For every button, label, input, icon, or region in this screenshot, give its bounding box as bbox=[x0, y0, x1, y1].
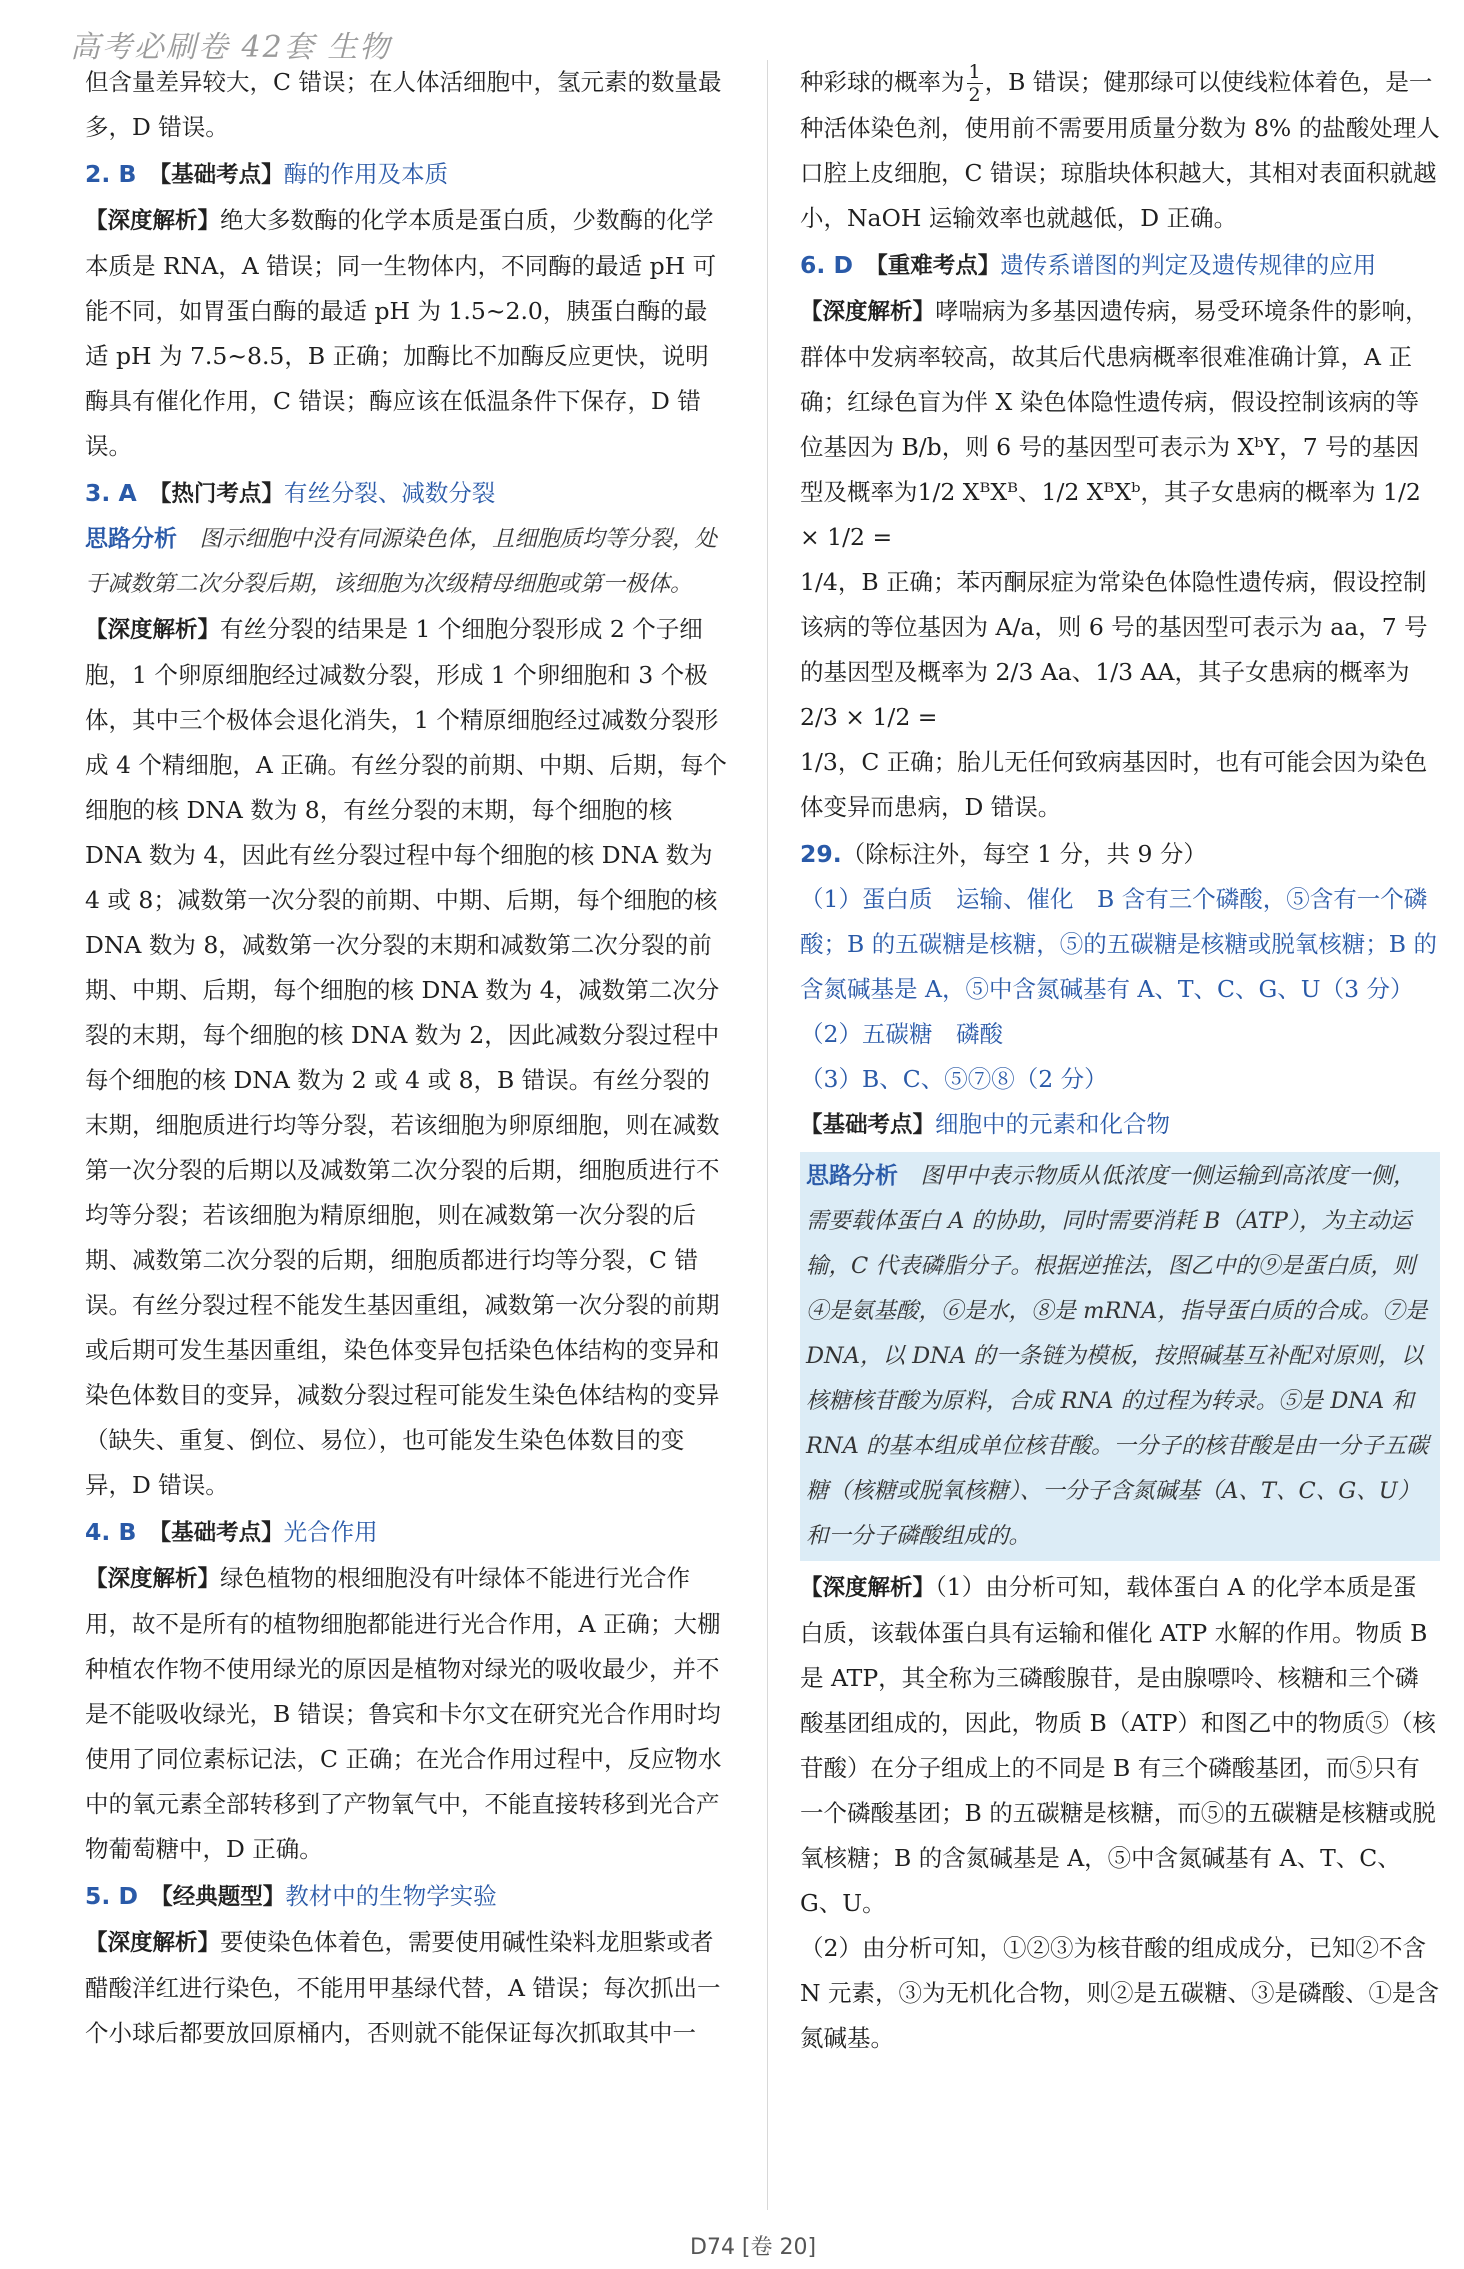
q5-number: 5. D bbox=[85, 1882, 138, 1910]
question-6 bbox=[800, 243, 1440, 830]
q2-number: 2. B bbox=[85, 160, 137, 188]
q6-topic: 遗传系谱图的判定及遗传规律的应用 bbox=[1000, 251, 1377, 279]
left-column bbox=[85, 60, 730, 2056]
q29-answer-3: （3）B、C、⑤⑦⑧（2 分） bbox=[800, 1065, 1108, 1093]
q2-tag: 【基础考点】 bbox=[159, 162, 284, 188]
q6-text1: 哮喘病为多基因遗传病，易受环境条件的影响，群体中发病率较高，故其后代患病概率很难准确计算，A 正确；红绿色盲为伴 X 染色体隐性遗传病，假设控制该病的等位基因为 B/b，则 6 号的基因型可表示为 XᵇY，7 号的基因型及概率为 bbox=[800, 297, 1429, 506]
right-intro-a: 种彩球的概率为 bbox=[800, 68, 965, 96]
right-intro bbox=[800, 60, 1440, 241]
question-2 bbox=[85, 152, 730, 469]
q29-tag: 【基础考点】 bbox=[800, 1112, 936, 1138]
q6-text3: 1/3，C 正确；胎儿无任何致病基因时，也有可能会因为染色体变异而患病，D 错误。 bbox=[800, 748, 1428, 821]
q6-formula1: 1/2 XᴮXᴮ、1/2 XᴮXᵇ，其子女患病的概率为 1/2 × 1/2 = bbox=[800, 478, 1421, 551]
q3-topic: 有丝分裂、减数分裂 bbox=[283, 479, 496, 507]
question-29 bbox=[800, 832, 1440, 2061]
q4-tag: 【基础考点】 bbox=[159, 1520, 284, 1546]
page-footer: D74 [卷 20] bbox=[690, 2235, 817, 2260]
right-intro-fraction: $\frac{1}{2}$ bbox=[968, 61, 981, 106]
q6-tag: 【重难考点】 bbox=[876, 253, 1001, 279]
q2-text: 绝大多数酶的化学本质是蛋白质，少数酶的化学本质是 RNA，A 错误；同一生物体内，不同酶的最适 pH 可能不同，如胃蛋白酶的最适 pH 为 1.5~2.0，胰蛋白酶的最适 pH 为 7.5~8.5，B 正确；加酶比不加酶反应更快，说明酶具有催化作用，C 错误；酶应该在低温条件下保存，D 错误。 bbox=[85, 206, 717, 460]
q3-number: 3. A bbox=[85, 479, 137, 507]
q29-text: （1）由分析可知，载体蛋白 A 的化学本质是蛋白质，该载体蛋白具有运输和催化 ATP 水解的作用。物质 B 是 ATP，其全称为三磷酸腺苷，是由腺嘌呤、核糖和三个磷酸基团组成的，因此，物质 B（ATP）和图乙中的物质⑤（核苷酸）在分子组成上的不同是 B 有三个磷酸基团，而⑤只有一个磷酸基团；B 的五碳糖是核糖，而⑤的五碳糖是核糖或脱氧核糖；B 的含氮碱基是 A，⑤中含氮碱基有 A、T、C、G、U。 bbox=[800, 1573, 1436, 1917]
q3-text: 有丝分裂的结果是 1 个细胞分裂形成 2 个子细胞，1 个卵原细胞经过减数分裂，形成 1 个卵细胞和 3 个极体，其中三个极体会退化消失，1 个精原细胞经过减数分裂形成 4 个精细胞，A 正确。有丝分裂的前期、中期、后期，每个细胞的核 DNA 数为 8，有丝分裂的末期，每个细胞的核 DNA 数为 4，因此有丝分裂过程中每个细胞的核 DNA 数为 4 或 8；减数第一次分裂的前期、中期、后期，每个细胞的核 DNA 数为 8，减数第一次分裂的末期和减数第二次分裂的前期、中期、后期，每个细胞的核 DNA 数为 4，减数第二次分裂的末期，每个细胞的核 DNA 数为 2，因此减数分裂过程中每个细胞的核 DNA 数为 2 或 4 或 8，B 错误。有丝分裂的末期，细胞质进行均等分裂，若该细胞为卵原细胞，则在减数第一次分裂的后期以及减数第二次分裂的后期，细胞质进行不均等分裂；若该细胞为精原细胞，则在减数第一次分裂的后期、减数第二次分裂的后期，细胞质都进行均等分裂，C 错误。有丝分裂过程不能发生基因重组，减数第一次分裂的前期或后期可发生基因重组，染色体变异包括染色体结构的变异和染色体数目的变异，减数分裂过程可能发生染色体结构的变异（缺失、重复、倒位、易位），也可能发生染色体数目的变异，D 错误。 bbox=[85, 615, 727, 1499]
question-5 bbox=[85, 1874, 730, 2056]
q29-sub: 【深度解析】 bbox=[800, 1575, 936, 1601]
q4-number: 4. B bbox=[85, 1518, 137, 1546]
q5-text: 要使染色体着色，需要使用碱性染料龙胆紫或者醋酸洋红进行染色，不能用甲基绿代替，A 错误；每次抓出一个小球后都要放回原桶内，否则就不能保证每次抓取其中一 bbox=[85, 1928, 721, 2047]
q4-topic: 光合作用 bbox=[283, 1518, 378, 1546]
q5-topic: 教材中的生物学实验 bbox=[285, 1882, 497, 1910]
q29-think-title: 思路分析 bbox=[806, 1163, 898, 1189]
running-header: 高考必刷卷 42套 生物 bbox=[70, 30, 392, 65]
q6-number: 6. D bbox=[800, 251, 853, 279]
question-4 bbox=[85, 1510, 730, 1872]
q5-tag: 【经典题型】 bbox=[161, 1884, 286, 1910]
q2-sub: 【深度解析】 bbox=[85, 208, 221, 234]
q4-text: 绿色植物的根细胞没有叶绿体不能进行光合作用，故不是所有的植物细胞都能进行光合作用，A 正确；大棚种植农作物不使用绿光的原因是植物对绿光的吸收最少，并不是不能吸收绿光，B 错误；鲁宾和卡尔文在研究光合作用时均使用了同位素标记法，C 正确；在光合作用过程中，反应物水中的氧元素全部转移到了产物氧气中，不能直接转移到光合产物葡萄糖中，D 正确。 bbox=[85, 1564, 722, 1863]
q29-topic: 细胞中的元素和化合物 bbox=[935, 1110, 1171, 1138]
q6-text2: 1/4，B 正确；苯丙酮尿症为常染色体隐性遗传病，假设控制该病的等位基因为 A/a，则 6 号的基因型可表示为 aa，7 号的基因型及概率为 2/3 Aa、1/3 AA，其子女患病的概率为 2/3 × 1/2 = bbox=[800, 568, 1428, 731]
q2-topic: 酶的作用及本质 bbox=[283, 160, 449, 188]
q29-number: 29. bbox=[800, 840, 842, 868]
q6-sub: 【深度解析】 bbox=[800, 299, 936, 325]
q29-text2: （2）由分析可知，①②③为核苷酸的组成成分，已知②不含 N 元素，③为无机化合物，则②是五碳糖、③是磷酸、①是含氮碱基。 bbox=[800, 1934, 1440, 2052]
right-intro-b: ，B 错误；健那绿可以使线粒体着色，是一种活体染色剂，使用前不需要用质量分数为 8% 的盐酸处理人口腔上皮细胞，C 错误；琼脂块体积越大，其相对表面积就越小，NaOH 运输效率也就越低，D 正确。 bbox=[800, 68, 1440, 232]
q29-think-box bbox=[800, 1152, 1440, 1561]
q5-sub: 【深度解析】 bbox=[85, 1930, 221, 1956]
question-3 bbox=[85, 471, 730, 1508]
q4-sub: 【深度解析】 bbox=[85, 1566, 221, 1592]
left-intro: 但含量差异较大，C 错误；在人体活细胞中，氢元素的数量最多，D 错误。 bbox=[85, 68, 722, 141]
q29-answer-1: （1）蛋白质 运输、催化 B 含有三个磷酸，⑤含有一个磷酸；B 的五碳糖是核糖，⑤的五碳糖是核糖或脱氧核糖；B 的含氮碱基是 A，⑤中含氮碱基有 A、T、C、G、U（3 分） bbox=[800, 885, 1437, 1003]
column-divider bbox=[767, 60, 768, 2210]
q29-think: 图甲中表示物质从低浓度一侧运输到高浓度一侧，需要载体蛋白 A 的协助，同时需要消耗 B（ATP），为主动运输，C 代表磷脂分子。根据逆推法，图乙中的⑨是蛋白质，则④是氨基酸，⑥是水，⑧是 mRNA，指导蛋白质的合成。⑦是 DNA，以 DNA 的一条链为模板，按照碱基互补配对原则，以核糖核苷酸为原料，合成 RNA 的过程为转录。⑤是 DNA 和 RNA 的基本组成单位核苷酸。一分子的核苷酸是由一分子五碳糖（核糖或脱氧核糖）、一分子含氮碱基（A、T、C、G、U）和一分子磷酸组成的。 bbox=[806, 1163, 1429, 1549]
q3-think-title: 思路分析 bbox=[85, 526, 177, 552]
q3-tag: 【热门考点】 bbox=[160, 481, 284, 507]
q3-sub: 【深度解析】 bbox=[85, 617, 221, 643]
q29-head: （除标注外，每空 1 分，共 9 分） bbox=[841, 840, 1207, 868]
q29-answer-2: （2）五碳糖 磷酸 bbox=[800, 1020, 1003, 1048]
q3-think: 图示细胞中没有同源染色体，且细胞质均等分裂，处于减数第二次分裂后期，该细胞为次级精母细胞或第一极体。 bbox=[85, 526, 718, 597]
right-column bbox=[800, 60, 1440, 2061]
